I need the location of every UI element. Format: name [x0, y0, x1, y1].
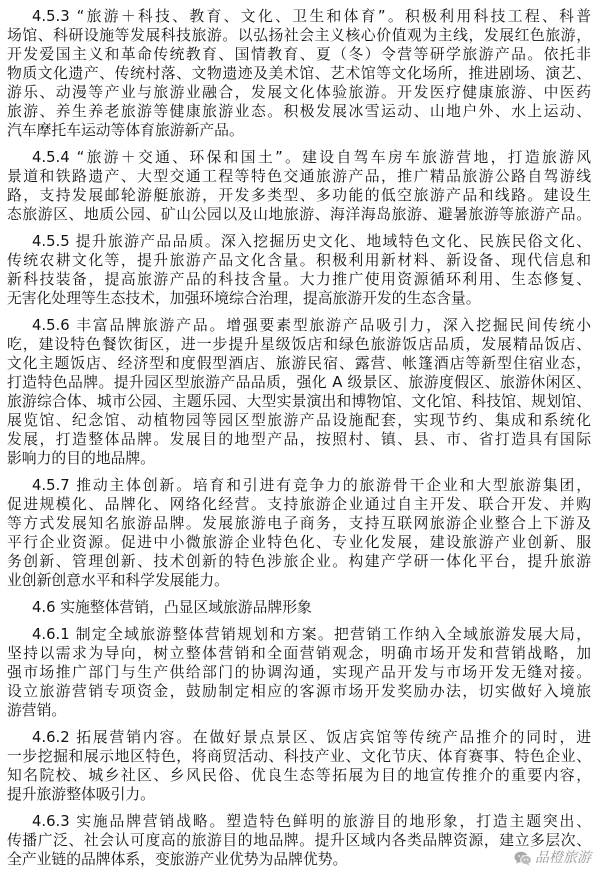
text-line: 影响力的目的地品牌。 — [7, 450, 155, 467]
text-line: 知名院校、城乡社区、乡风民俗、优良生态等拓展为目的地宣传推介的重要内容， — [7, 767, 591, 784]
text-line: 传播广泛、社会认可度高的旅游目的地品牌。提升区域内各类品牌资源，建立多层次、 — [7, 832, 591, 849]
text-line: 路，支持发展邮轮游艇旅游，开发多类型、多功能的低空旅游产品和线路。建设生 — [7, 187, 591, 204]
text-line: 物质文化遗产、传统村落、文物遗迹及美术馆、艺术馆等文化场所，推进剧场、演艺、 — [7, 65, 591, 82]
paragraph — [7, 476, 591, 590]
paragraph — [7, 7, 591, 140]
paragraph — [7, 625, 591, 720]
text-line: 4.6.1 制定全域旅游整体营销规划和方案。把营销工作纳入全域旅游发展大局， — [32, 626, 591, 643]
paragraph — [7, 728, 591, 804]
document-body — [7, 7, 591, 869]
paragraph — [7, 812, 591, 869]
text-line: 设立旅游营销专项资金，鼓励制定相应的客源市场开发奖励办法，切实做好入境旅 — [7, 683, 591, 700]
text-line: 业创新创意水平和科学发展能力。 — [7, 572, 229, 589]
section-heading — [7, 598, 591, 617]
text-line: 态旅游区、地质公园、矿山公园以及山地旅游、海洋海岛旅游、避暑旅游等旅游产品。 — [7, 206, 591, 223]
text-line: 4.5.3 “旅游＋科技、教育、文化、卫生和体育”。积极利用科技工程、科普 — [32, 8, 591, 25]
text-line: 4.6 实施整体营销，凸显区域旅游品牌形象 — [32, 599, 312, 616]
text-line: 文化主题饭店、经济型和度假型酒店、旅游民宿、露营、帐篷酒店等新型住宿业态， — [7, 355, 591, 372]
text-line: 打造特色品牌。提升园区型旅游产品品质，强化 A 级景区、旅游度假区、旅游休闲区、 — [7, 374, 591, 391]
text-line: 展览馆、纪念馆、动植物园等园区型旅游产品设施配套，实现节约、集成和系统化 — [7, 412, 591, 429]
text-line: 促进规模化、品牌化、网络化经营。支持旅游企业通过自主开发、联合开发、并购 — [7, 496, 591, 513]
text-line: 发展，打造整体品牌。发展目的地型产品，按照村、镇、县、市、省打造具有国际 — [7, 431, 591, 448]
text-line: 等方式发展知名旅游品牌。发展旅游电子商务，支持互联网旅游企业整合上下游及 — [7, 515, 591, 532]
text-line: 4.5.4 “旅游＋交通、环保和国土”。建设自驾车房车旅游营地，打造旅游风 — [32, 149, 591, 166]
text-line: 旅游综合体、城市公园、主题乐园、大型实景演出和博物馆、文化馆、科技馆、规划馆、 — [7, 393, 591, 410]
text-line: 汽车摩托车运动等体育旅游新产品。 — [7, 122, 244, 139]
text-line: 4.6.3 实施品牌营销战略。塑造特色鲜明的旅游目的地形象，打造主题突出、 — [32, 813, 591, 830]
text-line: 游营销。 — [7, 702, 67, 719]
text-line: 提升旅游整体吸引力。 — [7, 786, 155, 803]
watermark-text: 品橙旅游 — [535, 850, 591, 866]
text-line: 传统农耕文化等，提升旅游产品文化含量。积极利用新材料、新设备、现代信息和 — [7, 252, 591, 269]
text-line: 场馆、科研设施等发展科技旅游。以弘扬社会主义核心价值观为主线，发展红色旅游， — [7, 27, 591, 44]
text-line: 开发爱国主义和革命传统教育、国情教育、夏（冬）令营等研学旅游产品。依托非 — [7, 46, 591, 63]
text-line: 4.5.7 推动主体创新。培育和引进有竞争力的旅游骨干企业和大型旅游集团， — [32, 477, 591, 494]
text-line: 无害化处理等生态技术，加强环境综合治理，提高旅游开发的生态含量。 — [7, 290, 481, 307]
text-line: 4.5.6 丰富品牌旅游产品。增强要素型旅游产品吸引力，深入挖掘民间传统小 — [32, 317, 591, 334]
paragraph — [7, 232, 591, 308]
text-line: 游乐、动漫等产业与旅游业融合，发展文化体验旅游。开发医疗健康旅游、中医药 — [7, 84, 591, 101]
text-line: 旅游、养生养老旅游等健康旅游业态。积极发展冰雪运动、山地户外、水上运动、 — [7, 103, 591, 120]
text-line: 坚持以需求为导向，树立整体营销和全面营销观念，明确市场开发和营销战略，加 — [7, 645, 591, 662]
text-line: 4.6.2 拓展营销内容。在做好景点景区、饭店宾馆等传统产品推介的同时，进 — [32, 729, 591, 746]
text-line: 全产业链的品牌体系，变旅游产业优势为品牌优势。 — [7, 851, 348, 868]
text-line: 平行企业资源。促进中小微旅游企业特色化、专业化发展，建设旅游产业创新、服 — [7, 534, 591, 551]
paragraph — [7, 148, 591, 224]
text-line: 吃，建设特色餐饮街区，进一步提升星级饭店和绿色旅游饭店品质，发展精品饭店、 — [7, 336, 591, 353]
text-line: 强市场推广部门与生产供给部门的协调沟通，实现产品开发与市场开发无缝对接。 — [7, 664, 591, 681]
text-line: 景道和铁路遗产、大型交通工程等特色交通旅游产品，推广精品旅游公路自驾游线 — [7, 168, 591, 185]
text-line: 4.5.5 提升旅游产品品质。深入挖掘历史文化、地域特色文化、民族民俗文化、 — [32, 233, 591, 250]
paragraph — [7, 316, 591, 468]
text-line: 务创新、管理创新、技术创新的特色涉旅企业。构建产学研一体化平台，提升旅游 — [7, 553, 591, 570]
text-line: 一步挖掘和展示地区特色，将商贸活动、科技产业、文化节庆、体育赛事、特色企业、 — [7, 748, 591, 765]
text-line: 新科技装备，提高旅游产品的科技含量。大力推广使用资源循环利用、生态修复、 — [7, 271, 591, 288]
